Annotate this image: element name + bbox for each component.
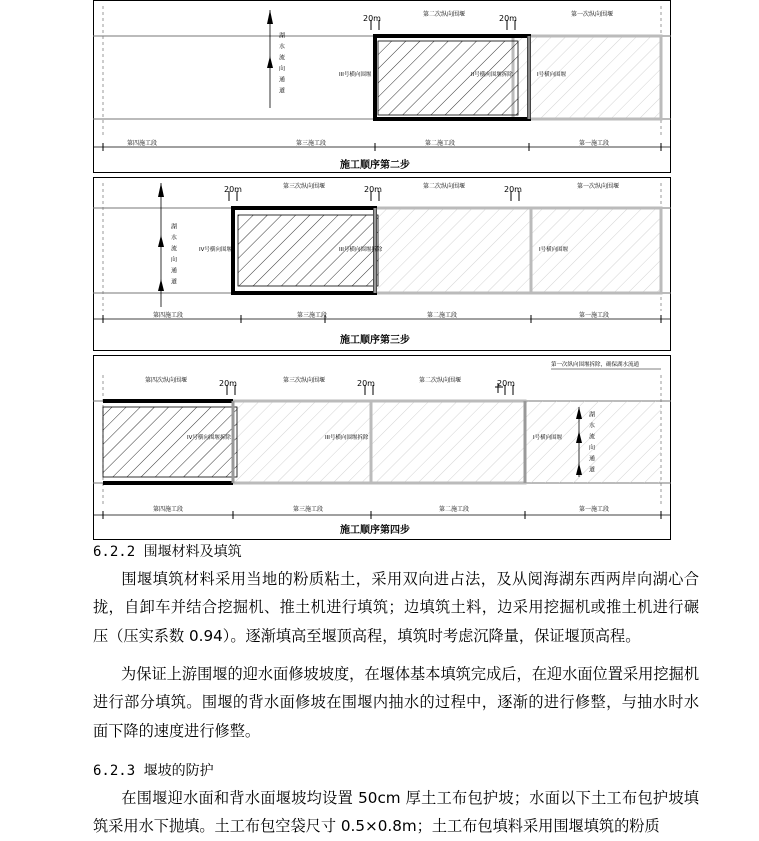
cross-weir-label: III号横向围堰 [339, 72, 372, 78]
weir-label: 第三次纵向围堰 [283, 183, 326, 190]
paragraph-text: 围堰填筑材料采用当地的粉质粘土，采用双向进占法，及从阅海湖东西两岸向湖心合拢，自卸车并结合挖掘机、推土机进行填筑；边填筑土料，边采用挖掘机或推土机进行碾压（压实系数 0.94）。逐渐填高至堰顶高程，填筑时考虑沉降量，保证堰顶高程。 [93, 570, 699, 645]
cross-weir-label: I号横向围堰 [539, 247, 569, 253]
section-label: 第三施工段 [297, 312, 328, 319]
spacing-label: 20m [504, 185, 522, 194]
section-label: 第三施工段 [293, 506, 324, 513]
figure-step-four [93, 355, 671, 540]
figure-step-two-drawing [93, 0, 671, 173]
weir-label: 第一次纵向围堰 [577, 183, 620, 190]
flow-channel-label: 湖水流向通道 [169, 223, 177, 289]
spacing-label: 20m [497, 379, 515, 388]
spacing-label: 20m [357, 379, 375, 388]
weir-label: 第四次纵向围堰 [145, 377, 188, 384]
figure-step-three-drawing [93, 177, 671, 351]
spacing-label: 20m [499, 14, 517, 23]
flow-channel-label: 湖水流向通道 [587, 411, 595, 477]
paragraph-text: 为保证上游围堰的迎水面修坡坡度，在堰体基本填筑完成后，在迎水面位置采用挖掘机进行部分填筑。围堰的背水面修坡在围堰内抽水的过程中，逐渐的进行修整，与抽水时水面下降的速度进行修整。 [93, 665, 699, 740]
weir-label: 第二次纵向围堰 [423, 11, 466, 18]
figure-caption: 施工顺序第二步 [340, 160, 410, 171]
cross-weir-label: IV号横向围堰拆除 [187, 435, 231, 441]
section-label: 第二施工段 [425, 140, 456, 147]
section-label: 第四施工段 [153, 506, 184, 513]
paragraph-slope-grading [93, 660, 699, 745]
weir-label: 第一次纵向围堰拆除，确保湖水流通 [551, 362, 640, 368]
flow-channel-label: 湖水流向通道 [277, 32, 285, 98]
paragraph-text: 在围堰迎水面和背水面堰坡均设置 50cm 厚土工布包护坡；水面以下土工布包护坡填筑采用水下抛填。土工布包空袋尺寸 0.5×0.8m；土工布包填料采用围堰填筑的粉质 [93, 789, 699, 836]
cross-weir-label: III号横向围堰拆除 [325, 435, 369, 441]
weir-label: 第三次纵向围堰 [283, 377, 326, 384]
weir-label: 第一次纵向围堰 [571, 11, 614, 18]
weir-label: 第二次纵向围堰 [419, 377, 462, 384]
section-label: 第四施工段 [127, 140, 158, 147]
section-heading-6-2-3: 6.2.3 堰坡的防护 [93, 763, 214, 779]
cross-weir-label: III号横向围堰拆除 [339, 247, 383, 253]
figure-step-two [93, 0, 671, 173]
spacing-label: 20m [224, 185, 242, 194]
weir-label: 第二次纵向围堰 [423, 183, 466, 190]
section-heading-6-2-2: 6.2.2 围堰材料及填筑 [93, 544, 242, 560]
paragraph-fill-material [93, 565, 699, 650]
section-label: 第三施工段 [296, 140, 327, 147]
paragraph-slope-protection [93, 784, 699, 841]
section-label: 第二施工段 [439, 506, 470, 513]
section-label: 第一施工段 [579, 312, 610, 319]
cross-weir-label: II号横向围堰拆除 [471, 72, 513, 78]
cross-weir-label: IV号横向围堰 [199, 247, 232, 253]
figure-step-four-drawing [93, 355, 671, 540]
section-label: 第一施工段 [579, 506, 610, 513]
section-label: 第四施工段 [153, 312, 184, 319]
cross-weir-label: I号横向围堰 [537, 72, 567, 78]
figure-caption: 施工顺序第三步 [340, 335, 410, 346]
spacing-label: 20m [364, 185, 382, 194]
section-label: 第二施工段 [427, 312, 458, 319]
spacing-label: 20m [219, 379, 237, 388]
cross-weir-label: I号横向围堰 [533, 435, 563, 441]
figure-caption: 施工顺序第四步 [340, 525, 410, 536]
figure-step-three [93, 177, 671, 351]
spacing-label: 20m [363, 14, 381, 23]
section-label: 第一施工段 [579, 140, 610, 147]
